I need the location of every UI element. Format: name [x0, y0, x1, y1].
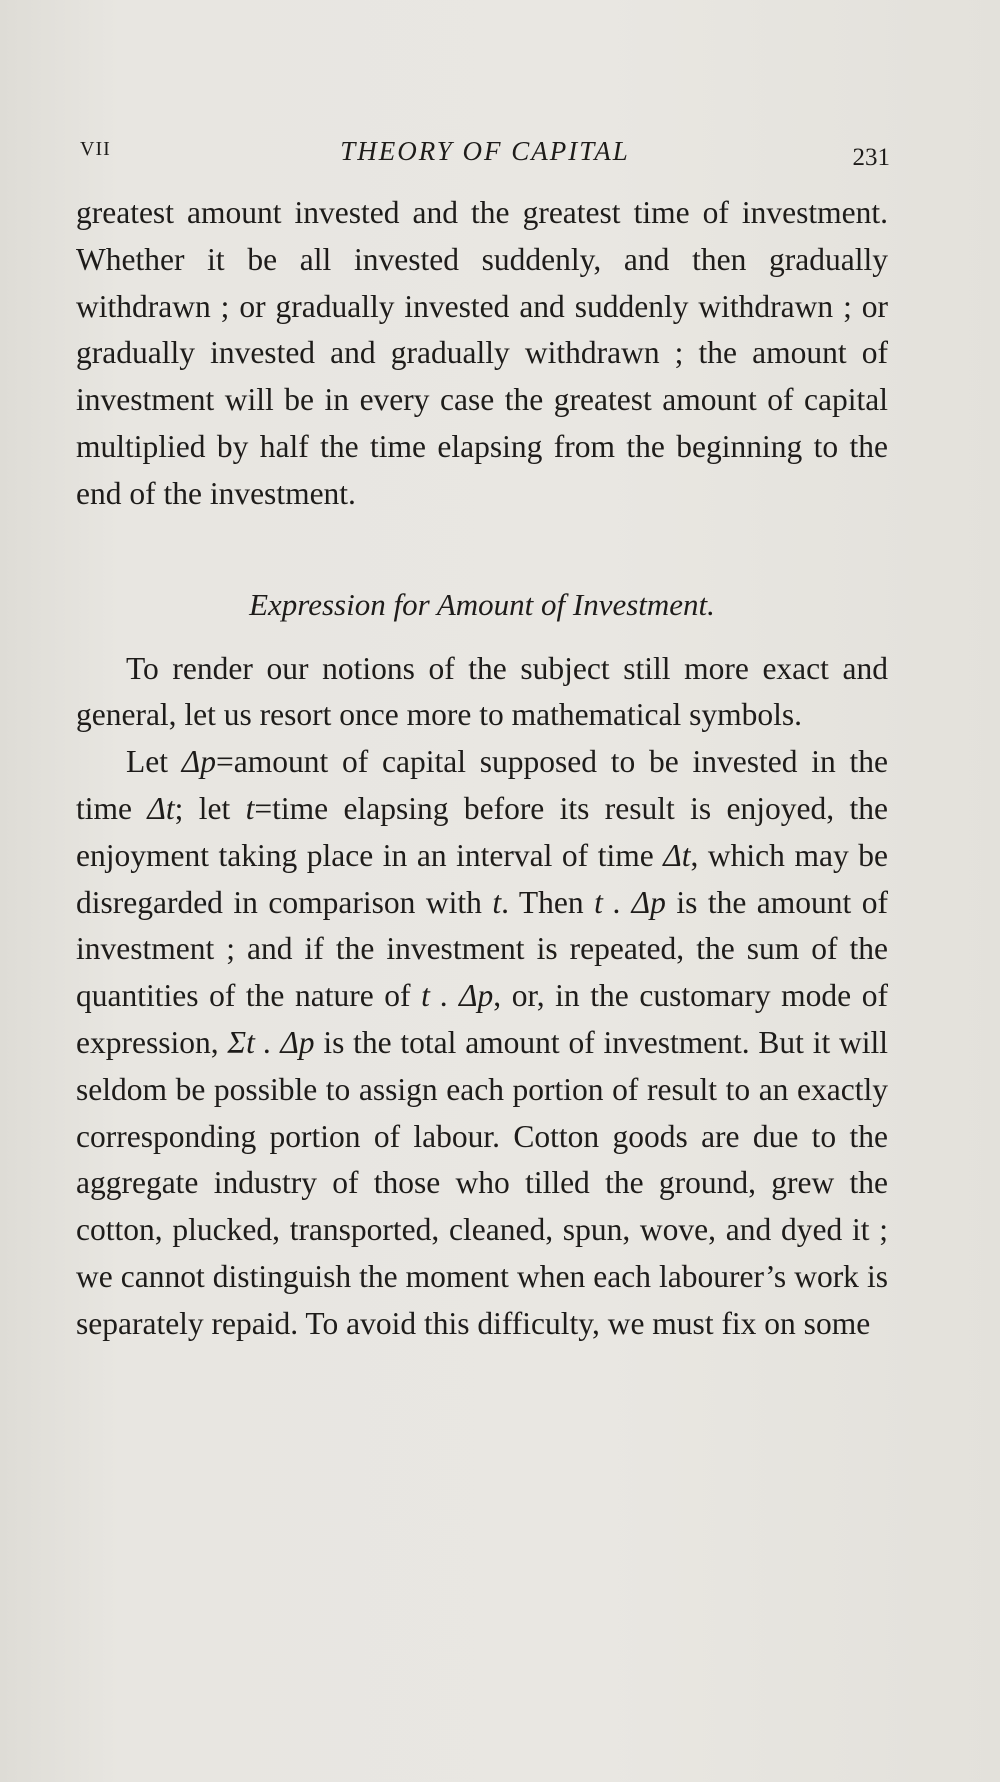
running-header	[80, 130, 890, 170]
page-number: 231	[852, 144, 890, 171]
chapter-number: VII	[80, 138, 111, 160]
text-run: ; let	[174, 790, 246, 826]
text-run: , or, in the customary mode of expression,	[76, 978, 888, 1060]
paragraph-main	[76, 739, 888, 1347]
math-expression: Δt	[663, 837, 691, 873]
running-title: THEORY OF CAPITAL	[340, 136, 630, 166]
text-run: . Then	[501, 884, 595, 920]
body-text	[76, 190, 888, 1348]
paragraph-intro: To render our notions of the subject still more exact and general, let us resort once more to mathematical symbols.	[76, 650, 888, 733]
text-run: is the amount of investment ; and if the investment is repeated, the sum of the quantities of the nature of	[76, 884, 889, 1014]
math-expression: Δp	[181, 744, 216, 780]
math-expression: t . Δp	[421, 978, 494, 1014]
math-expression: t . Δp	[594, 884, 666, 920]
math-expression: Σt . Δp	[227, 1024, 315, 1060]
section-heading: Expression for Amount of Investment.	[249, 586, 715, 622]
math-expression: Δt	[147, 790, 175, 826]
math-expression: t	[492, 884, 502, 920]
paragraph-continuation: greatest amount invested and the greatest time of investment. Whether it be all invested suddenly, and then gradually withdrawn ; or gradually invested and suddenly withdrawn ; or gradually invested and gradually withdrawn ; the amount of investment will be in every case the greatest amount of capital multiplied by half the time elapsing from the beginning to the end of the investment.	[76, 195, 888, 511]
math-expression: t	[245, 790, 255, 826]
text-run: Let	[126, 744, 182, 780]
text-run: =time elapsing before its result is enjoyed, the enjoyment taking place in an interval of time	[76, 790, 888, 873]
text-run: , which may be disregarded in comparison with	[76, 837, 888, 920]
text-run: is the total amount of investment. But it will seldom be possible to assign each portion of result to an exactly corresponding portion of labour. Cotton goods are due to the aggregate industry of those who tilled the ground, grew the cotton, plucked, transported, cleaned, spun, wove, and dyed it ; we cannot distinguish the moment when each labourer’s work is separately repaid. To avoid this difficulty, we must fix on some	[76, 1024, 888, 1341]
text-run: =amount of capital supposed to be invested in the time	[76, 744, 888, 826]
